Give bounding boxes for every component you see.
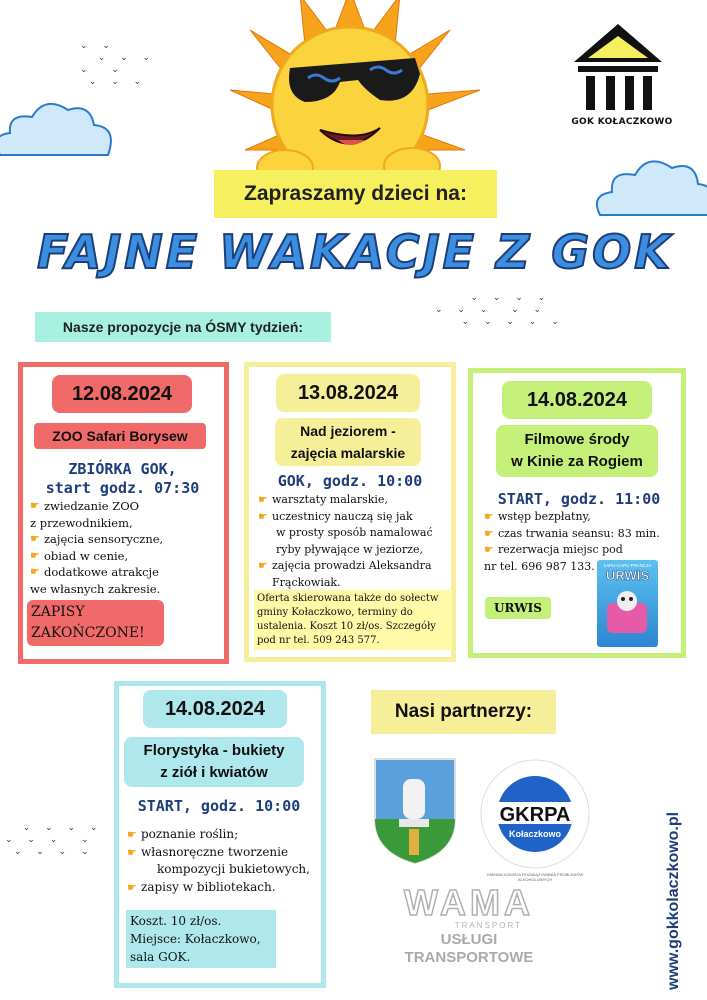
pointing-hand-icon: ☛ [127, 845, 137, 859]
painting-list [258, 492, 453, 591]
zoo-start [30, 460, 215, 498]
invite-banner: Zapraszamy dzieci na: [214, 170, 497, 218]
cinema-start: START, godz. 11:00 [497, 490, 661, 508]
cloud-right [590, 150, 707, 225]
florist-list [127, 826, 322, 896]
gok-logo-icon [570, 22, 666, 116]
list-item: ryby pływające w jeziorze, [276, 542, 423, 556]
florist-heading-line2: z ziół i kwiatów [160, 764, 268, 781]
cost-line3: sala GOK. [130, 950, 191, 964]
painting-date: 13.08.2024 [276, 374, 420, 412]
list-item: ☛ zwiedzanie ZOO [30, 499, 140, 513]
poster-character-icon [597, 583, 658, 643]
florist-cost-box [126, 910, 276, 968]
poster-title: URWIS [605, 568, 650, 583]
list-item: w prosty sposób namalować [276, 526, 433, 539]
painting-heading-line1: Nad jeziorem - [300, 423, 396, 439]
list-item: ☛ wstęp bezpłatny, [484, 509, 684, 526]
pointing-hand-icon: ☛ [258, 559, 268, 572]
pointing-hand-icon: ☛ [127, 828, 137, 841]
list-item: ☛ poznanie roślin; [127, 826, 322, 844]
cinema-heading-line2: w Kinie za Rogiem [511, 453, 643, 470]
closed-line1: ZAPISY [31, 604, 85, 620]
list-item: ☛ dodatkowe atrakcje [30, 565, 159, 579]
note-line4: pod nr tel. 509 243 577. [257, 635, 380, 646]
transport-small: TRANSPORT [454, 921, 522, 930]
note-line3: ustalenia. Koszt 10 zł/os. Szczegóły [257, 621, 436, 632]
cost-line1: Koszt. 10 zł/os. [130, 914, 222, 928]
cinema-heading [496, 425, 658, 477]
florist-heading-line1: Florystyka - bukiety [143, 742, 285, 759]
florist-heading [124, 737, 304, 787]
birds-middle-right: ⌄ ⌄ ⌄ ⌄ ⌄ ⌄ ⌄ ⌄ ⌄ ⌄ ⌄ ⌄ ⌄ ⌄ [435, 293, 565, 327]
list-item: ☛ warsztaty malarskie, [258, 492, 453, 509]
painting-heading [275, 418, 421, 466]
zoo-date: 12.08.2024 [52, 375, 192, 413]
logo-name: GOK KOŁACZKOWO [571, 117, 673, 127]
pointing-hand-icon: ☛ [258, 509, 268, 523]
pointing-hand-icon: ☛ [30, 499, 40, 512]
list-item: ☛ zajęcia prowadzi Aleksandra [258, 558, 453, 575]
poster-top-text: ŁAPU-CAPU FRANCJA [603, 563, 652, 568]
gkrpa-name: GKRPA [499, 804, 571, 826]
sun-illustration [190, 0, 510, 190]
list-item: ☛ zajęcia sensoryczne, [30, 532, 164, 546]
website-url[interactable]: www.gokkolaczkowo.pl [665, 811, 682, 990]
movie-poster [597, 560, 658, 647]
florist-date: 14.08.2024 [143, 690, 287, 728]
painting-heading-line2: zajęcia malarskie [290, 445, 406, 461]
painting-start: GOK, godz. 10:00 [277, 472, 423, 490]
list-item: nr tel. 696 987 133. [484, 559, 595, 573]
zoo-start-line2: start godz. 07:30 [45, 479, 200, 497]
cost-line2: Miejsce: Kołaczkowo, [130, 932, 261, 946]
list-item: ☛ zapisy w bibliotekach. [127, 879, 322, 897]
florist-start: START, godz. 10:00 [137, 797, 301, 815]
registration-closed-badge [27, 600, 164, 646]
list-item: ☛ czas trwania seansu: 83 min. [484, 526, 684, 543]
list-item: we własnych zakresie. [30, 581, 161, 596]
note-line2: gminy Kołaczkowo, terminy do [257, 607, 413, 618]
closed-line2: ZAKOŃCZONE! [31, 625, 145, 641]
list-item: z przewodnikiem, [30, 515, 133, 530]
transport-services: USŁUGI TRANSPORTOWE [404, 931, 534, 966]
birds-left: ⌄ ⌄ ⌄ ⌄ ⌄ ⌄ ⌄ ⌄ ⌄ ⌄ ⌄ ⌄ [5, 823, 104, 857]
list-item: kompozycji bukietowych, [157, 862, 310, 876]
pointing-hand-icon: ☛ [484, 543, 494, 556]
partners-label: Nasi partnerzy: [371, 690, 556, 734]
pointing-hand-icon: ☛ [127, 880, 137, 894]
pointing-hand-icon: ☛ [30, 565, 40, 578]
zoo-heading: ZOO Safari Borysew [34, 423, 206, 449]
page-title: FAJNE WAKACJE Z GOK [37, 225, 673, 279]
transport-brand-name: WAMA [404, 882, 534, 923]
pointing-hand-icon: ☛ [484, 526, 494, 540]
pointing-hand-icon: ☛ [484, 510, 494, 523]
list-item: ☛ uczestnicy nauczą się jak [258, 509, 453, 526]
week-label: Nasze propozycje na ÓSMY tydzień: [35, 312, 331, 342]
gkrpa-ring-text: GMINNA KOMISJA ROZWIĄZYWANIA PROBLEMÓW ALKOHOLOWYCH [486, 872, 584, 882]
list-item: Frąckowiak. [272, 575, 341, 589]
cinema-heading-line1: Filmowe środy [524, 431, 630, 448]
painting-note [254, 590, 452, 650]
list-item: ☛ rezerwacja miejsc pod [484, 542, 684, 559]
cinema-date: 14.08.2024 [502, 381, 652, 419]
cloud-left [0, 95, 120, 165]
list-item: ☛ obiad w cenie, [30, 548, 129, 563]
movie-title-tag: URWIS [485, 597, 551, 619]
gkrpa-subtitle: Kołaczkowo [508, 829, 561, 839]
note-line1: Oferta skierowana także do sołectw [257, 593, 439, 604]
pointing-hand-icon: ☛ [258, 493, 268, 506]
transport-logo [384, 882, 554, 967]
list-item: ☛ własnoręczne tworzenie [127, 844, 322, 862]
pointing-hand-icon: ☛ [30, 532, 40, 545]
birds-top-left: ⌄ ⌄ ⌄ ⌄ ⌄ ⌄ ⌄ ⌄ ⌄ ⌄ [80, 41, 157, 87]
municipality-coat-of-arms-icon [373, 757, 457, 865]
zoo-start-line1: ZBIÓRKA GOK, [68, 460, 177, 478]
pointing-hand-icon: ☛ [30, 548, 40, 562]
zoo-list [30, 498, 215, 597]
